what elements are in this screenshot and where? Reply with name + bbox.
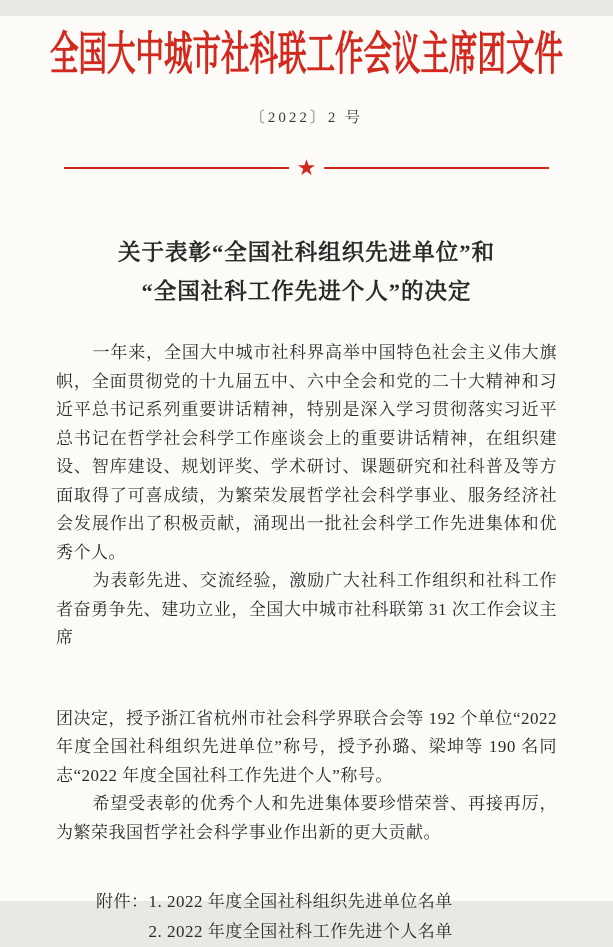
document-title-line1: 关于表彰“全国社科组织先进单位”和 — [117, 240, 495, 265]
attachments-label: 附件： — [96, 892, 149, 911]
body-paragraph-2-part2: 团决定，授予浙江省杭州市社会科学界联合会等 192 个单位“2022年度全国社科组织先进单位”称号，授予孙璐、梁坤等 190 名同志“2022 年度全国社科工作先进个人”称号。 — [56, 708, 557, 785]
official-document-page — [0, 16, 613, 941]
attachments-list — [149, 887, 453, 947]
document-body — [56, 339, 557, 847]
body-paragraph-2-part1: 为表彰先进、交流经验，激励广大社科工作组织和社科工作者奋勇争先、建功立业，全国大中城市社科联第 31 次工作会议主席 — [56, 571, 557, 647]
body-paragraph-3: 希望受表彰的优秀个人和先进集体要珍惜荣誉、再接再厉，为繁荣我国哲学社会科学事业作出新的更大贡献。 — [56, 794, 557, 842]
divider-line-left — [64, 167, 289, 170]
attachment-item-2: 2. 2022 年度全国社科工作先进个人名单 — [148, 922, 453, 941]
body-paragraph-1: 一年来，全国大中城市社科界高举中国特色社会主义伟大旗帜，全面贯彻党的十九届五中、六中全会和党的二十大精神和习近平总书记系列重要讲话精神，特别是深入学习贯彻落实习近平总书记在哲学社会科学工作座谈会上的重要讲话精神，在组织建设、智库建设、规划评奖、学术研讨、课题研究和社科普及等方面取得了可喜成绩，为繁荣发展哲学社会科学事业、服务经济社会发展作出了积极贡献，涌现出一批社会科学工作先进集体和优秀个人。 — [56, 343, 557, 562]
attachment-item-1: 1. 2022 年度全国社科组织先进单位名单 — [148, 892, 453, 911]
header-divider — [64, 157, 549, 179]
divider-line-right — [324, 167, 549, 170]
document-title-line2: “全国社科工作先进个人”的决定 — [141, 279, 472, 304]
document-number: 〔2022〕2 号 — [249, 110, 364, 126]
page-break-gap — [56, 653, 557, 705]
document-banner-title: 全国大中城市社科联工作会议主席团文件 — [49, 30, 563, 81]
attachments-section — [96, 887, 557, 947]
document-title — [0, 233, 613, 311]
star-icon: ★ — [296, 155, 317, 180]
